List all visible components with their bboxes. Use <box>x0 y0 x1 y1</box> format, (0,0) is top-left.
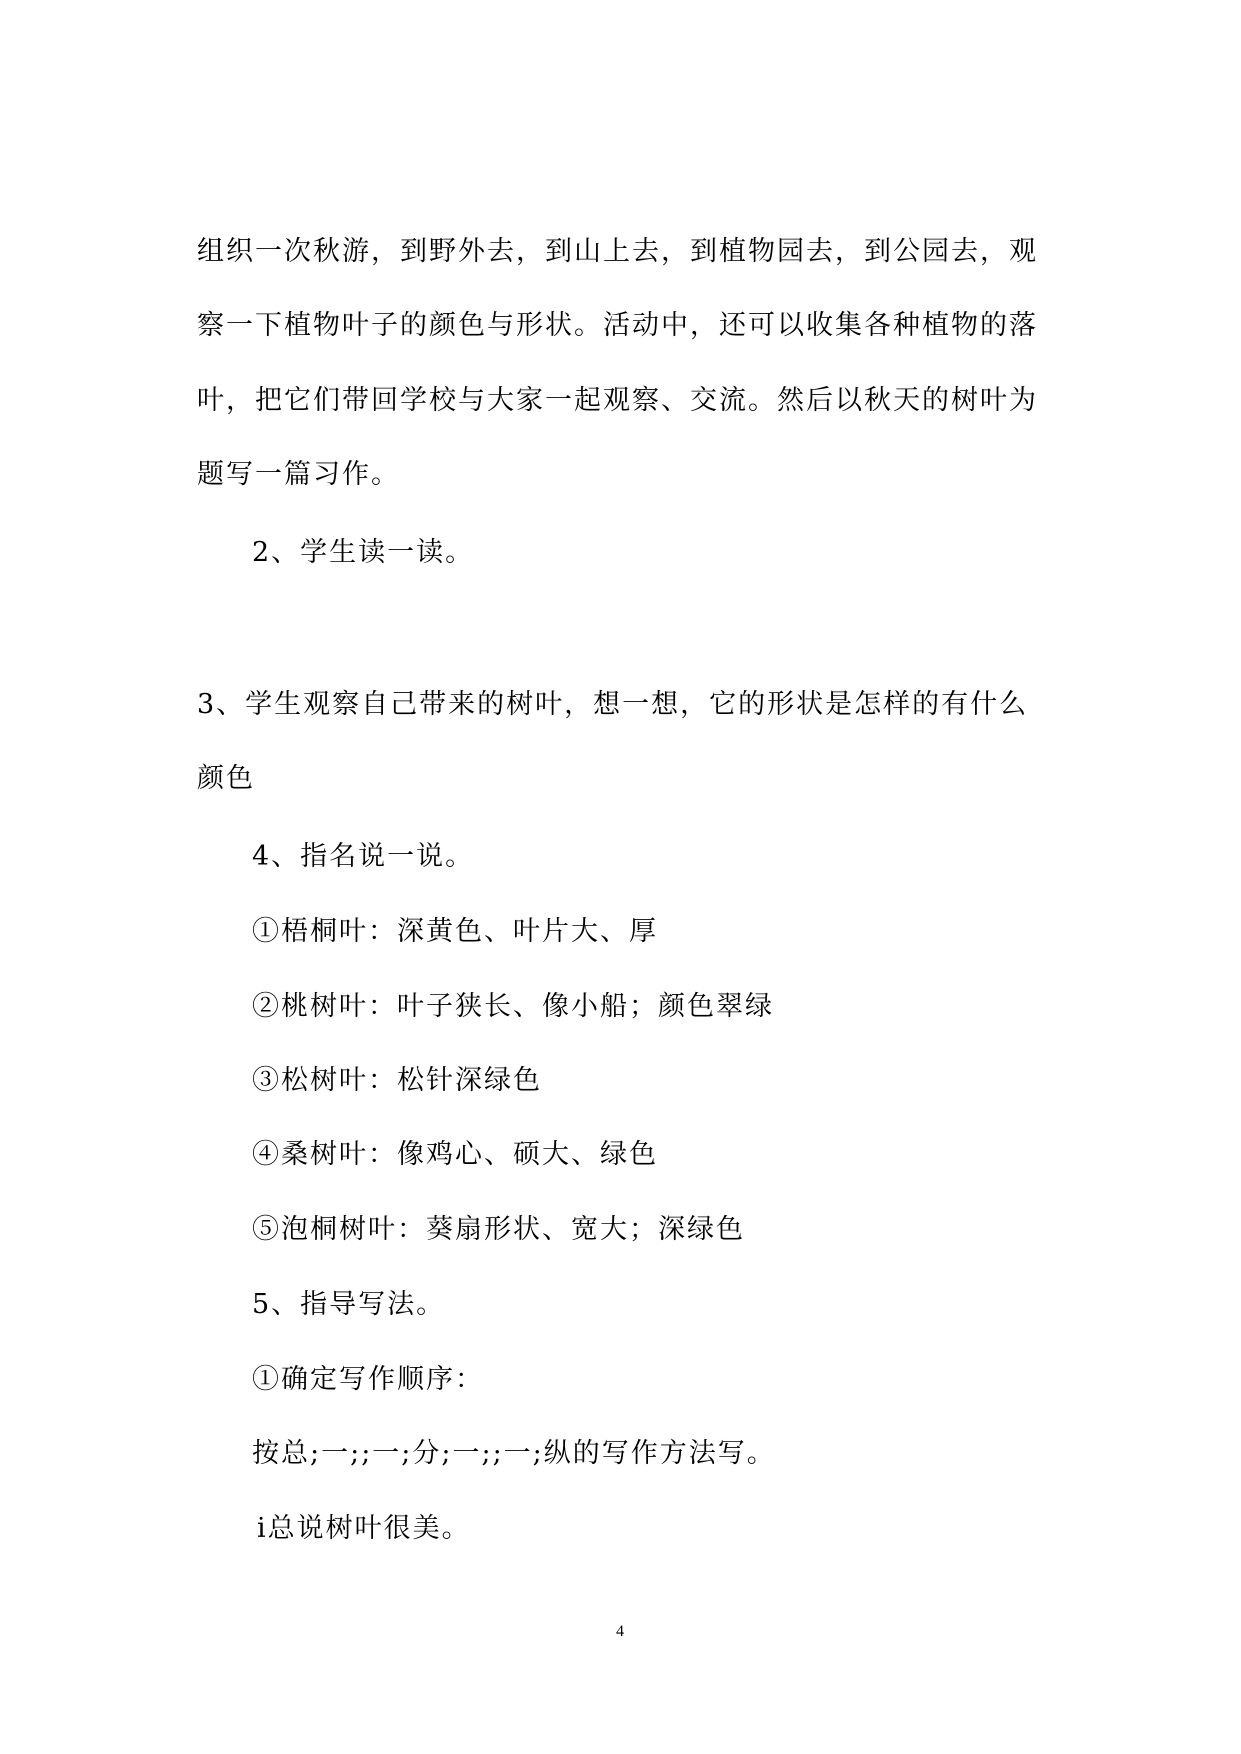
leaf-item: ①梧桐叶：深黄色、叶片大、厚 <box>252 916 658 947</box>
step-3-line-1: 3、学生观察自己带来的树叶，想一想，它的形状是怎样的有什么 <box>197 689 1029 720</box>
point-i-text: ⅰ总说树叶很美。 <box>257 1513 471 1544</box>
leaf-item: ⑤泡桐树叶：葵扇形状、宽大；深绿色 <box>252 1214 745 1245</box>
step-4-text: 4、指名说一说。 <box>252 841 475 872</box>
paragraph-line: 察一下植物叶子的颜色与形状。活动中，还可以收集各种植物的落 <box>197 310 1038 341</box>
writing-order-title: ①确定写作顺序： <box>252 1364 484 1395</box>
page-number: 4 <box>616 1623 624 1640</box>
paragraph-line: 叶，把它们带回学校与大家一起观察、交流。然后以秋天的树叶为 <box>197 385 1038 416</box>
leaf-item: ③松树叶：松针深绿色 <box>252 1065 542 1096</box>
leaf-item: ④桑树叶：像鸡心、硕大、绿色 <box>252 1139 658 1170</box>
writing-order-text: 按总;一;;一;分;一;;一;纵的写作方法写。 <box>252 1438 776 1469</box>
paragraph-line: 题写一篇习作。 <box>197 459 400 490</box>
leaf-item: ②桃树叶：叶子狭长、像小船；颜色翠绿 <box>252 991 774 1022</box>
step-5-text: 5、指导写法。 <box>252 1289 446 1320</box>
paragraph-line: 组织一次秋游，到野外去，到山上去，到植物园去，到公园去，观 <box>197 236 1038 267</box>
step-2-text: 2、学生读一读。 <box>252 537 475 568</box>
step-3-line-2: 颜色 <box>197 763 255 794</box>
